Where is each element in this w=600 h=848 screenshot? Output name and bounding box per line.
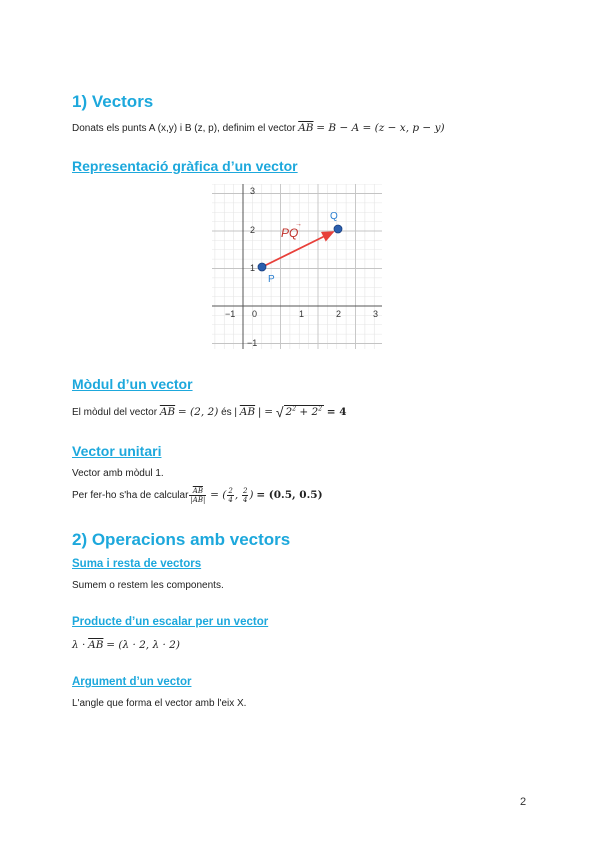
point-p <box>258 263 266 271</box>
fraction-1: $\frac{2}{4}$ <box>228 487 233 504</box>
y-tick-label: −1 <box>247 338 258 348</box>
intro-paragraph <box>72 122 445 134</box>
subsection-title-suma: Suma i resta de vectors <box>72 558 202 570</box>
unitari-eq: = ( <box>210 489 227 502</box>
subsection-title-producte: Producte d’un escalar per un vector <box>72 616 269 628</box>
argument-text: L'angle que forma el vector amb l'eix X. <box>72 698 247 709</box>
vector-arrow-mark: → <box>295 221 302 228</box>
modul-es: és | <box>221 407 238 418</box>
point-q-label: Q <box>330 211 338 222</box>
modul-vector-2: $\overline{AB}$ <box>239 406 256 418</box>
sqrt-icon: √ <box>275 404 284 420</box>
intro-text: Donats els punts A (x,y) i B (z, p), definim el vector <box>72 123 296 134</box>
modul-result: = 4 <box>326 406 347 418</box>
section-title-operacions: 2) Operacions amb vectors <box>72 530 291 549</box>
unitari-result: = (0.5, 0.5) <box>256 489 323 502</box>
unitari-fraction: $\frac{\overline{AB}}{|AB|}$ <box>190 487 206 504</box>
modul-vector: $\overline{AB}$ <box>159 406 176 418</box>
subsection-title-unitari: Vector unitari <box>72 443 162 459</box>
x-tick-label: −1 <box>225 309 236 319</box>
producte-lambda: λ · <box>72 639 86 651</box>
section-title-vectors: 1) Vectors <box>72 92 154 111</box>
modul-eq1: = (2, 2) <box>177 406 219 418</box>
subsection-title-argument: Argument d’un vector <box>72 676 192 688</box>
subsection-title-modul: Mòdul d’un vector <box>72 376 193 392</box>
modul-radicand: $2^2 + 2^2$ <box>285 405 323 418</box>
fraction-2: $\frac{2}{4}$ <box>242 487 248 504</box>
unitari-text1: Vector amb mòdul 1. <box>72 468 164 479</box>
modul-bar: | <box>257 406 262 418</box>
intro-vector: $\overline{AB}$ <box>298 122 314 134</box>
modul-paragraph <box>72 404 347 420</box>
x-tick-label: 0 <box>252 309 258 319</box>
unitari-text2: Per fer-ho s'ha de calcular <box>72 490 189 502</box>
suma-text: Sumem o restem les components. <box>72 580 224 591</box>
producte-vector: $\overline{AB}$ <box>88 639 104 651</box>
vector-pq-label: PQ <box>281 226 299 240</box>
x-tick-label: 2 <box>336 309 342 319</box>
modul-eq2: = <box>264 406 274 418</box>
point-p-label: P <box>268 274 275 285</box>
producte-rest: = (λ · 2, λ · 2) <box>106 639 180 651</box>
y-tick-label: 3 <box>250 186 256 196</box>
y-tick-label: 1 <box>250 263 256 273</box>
subsection-title-representacio: Representació gràfica d’un vector <box>72 158 298 174</box>
producte-formula <box>72 639 180 651</box>
x-tick-label: 3 <box>373 309 379 319</box>
intro-formula: = B − A = (z − x, p − y) <box>316 122 445 134</box>
unitari-formula-line: Per fer-ho s'ha de calcular $\frac{\overline{AB}}{|AB|}$ = ( $\frac{2}{4}$ , $\frac{2}{4}$ ) = (0.5, 0.5) <box>72 487 323 504</box>
modul-text: El mòdul del vector <box>72 407 158 418</box>
y-tick-label: 2 <box>250 225 256 235</box>
page-number: 2 <box>520 796 527 808</box>
x-tick-label: 1 <box>299 309 305 319</box>
point-q <box>334 225 342 233</box>
vector-graph <box>212 184 382 349</box>
